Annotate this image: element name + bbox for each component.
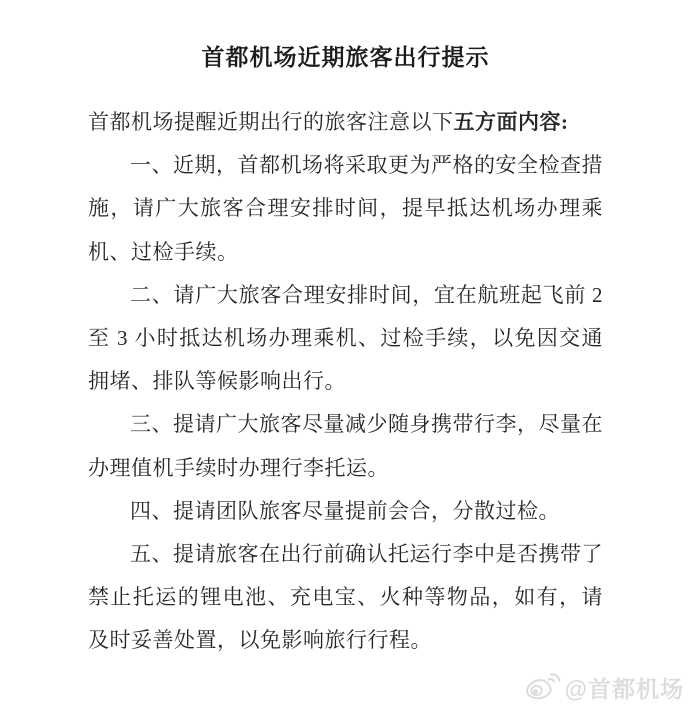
notice-paragraph-1: 一、近期，首都机场将采取更为严格的安全检查措施，请广大旅客合理安排时间，提早抵达机场办理乘机、过检手续。 xyxy=(88,153,603,264)
notice-document xyxy=(88,42,603,663)
intro-paragraph xyxy=(88,101,603,144)
weibo-watermark xyxy=(522,671,684,704)
watermark-handle: @首都机场 xyxy=(564,676,684,702)
notice-paragraph-2: 二、请广大旅客合理安排时间，宜在航班起飞前 2 至 3 小时抵达机场办理乘机、过检手续，以免因交通拥堵、排队等候影响出行。 xyxy=(88,282,603,394)
intro-bold-text: 五方面内容: xyxy=(453,110,569,134)
notice-body xyxy=(88,101,603,663)
notice-paragraph-5: 五、提请旅客在出行前确认托运行李中是否携带了禁止托运的锂电池、充电宝、火种等物品，如有，请及时妥善处置，以免影响旅行行程。 xyxy=(88,542,603,653)
page-title: 首都机场近期旅客出行提示 xyxy=(201,45,490,70)
weibo-icon xyxy=(522,672,562,703)
notice-paragraph-4: 四、提请团队旅客尽量提前会合，分散过检。 xyxy=(130,498,560,523)
intro-text: 首都机场提醒近期出行的旅客注意以下 xyxy=(88,110,454,134)
notice-paragraph-3: 三、提请广大旅客尽量减少随身携带行李，尽量在办理值机手续时办理行李托运。 xyxy=(88,412,603,480)
